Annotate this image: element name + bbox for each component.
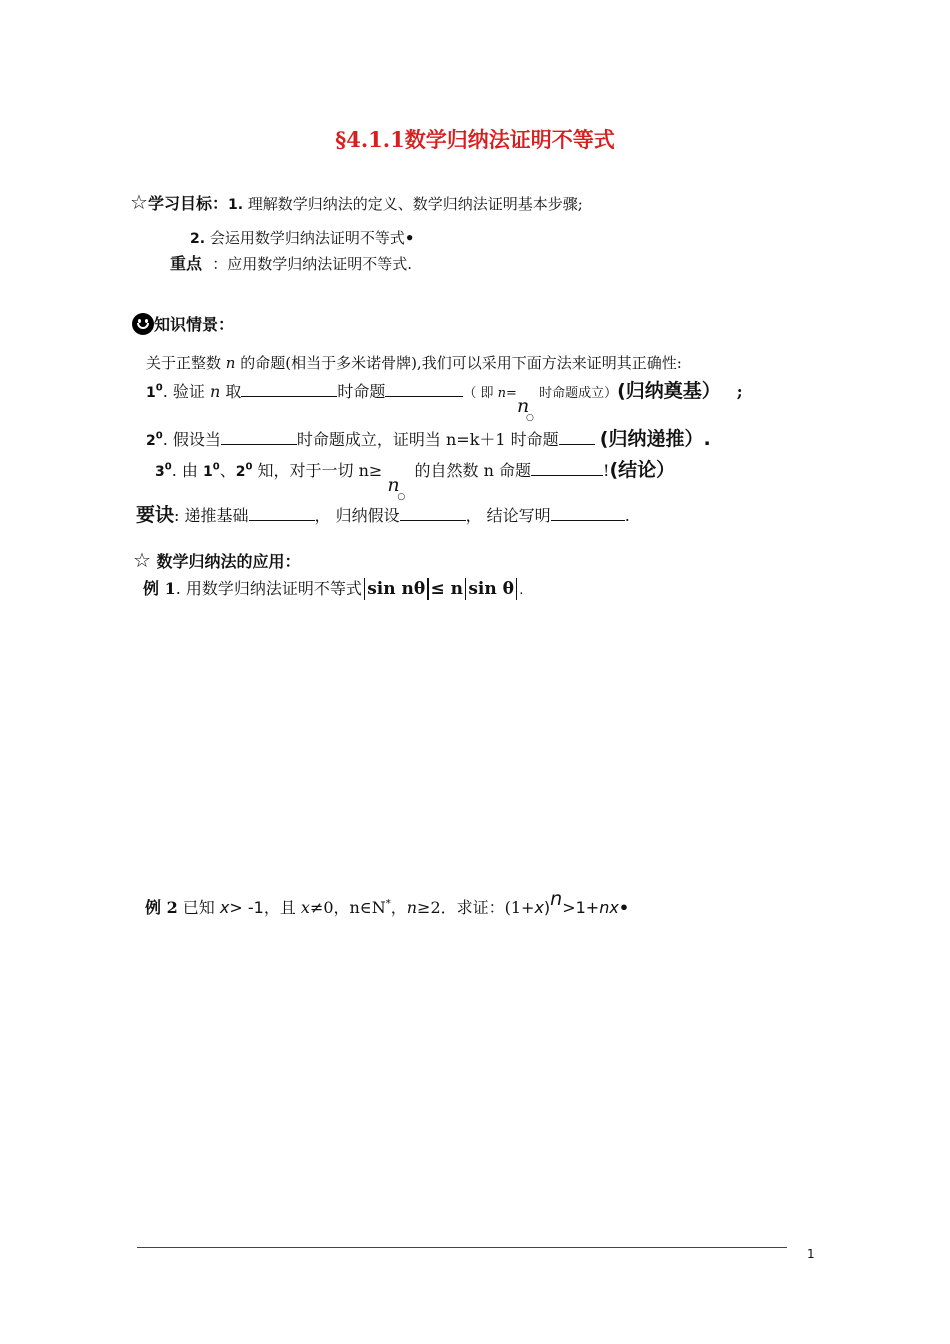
keys-text-b: ， 归纳假设 [314,506,400,525]
example-2-x1: x [219,898,230,917]
step-1-text-b: 取 [220,382,242,401]
step-2-blank-1[interactable] [221,428,297,445]
goal-2-number: 2. [190,231,206,247]
example-1-math-mid: ≤ n [430,579,464,599]
goal-2-dot: • [404,229,415,247]
application-label: 数学归纳法的应用： [150,552,301,571]
learning-goals-line [130,190,583,214]
step-3 [155,455,676,502]
keys-text-c: ， 结论写明 [465,506,551,525]
example-2-nx: nx [599,898,619,917]
keys-blank-3[interactable] [551,504,625,521]
example-1-text: . 用数学归纳法证明不等式 [175,579,362,598]
key-point-text: ：应用数学归纳法证明不等式. [212,255,412,273]
example-2-star: * [385,898,391,910]
step-1-sup: 0 [155,382,163,394]
example-1-math-right: sin θ [468,579,514,599]
example-2-text-c: > -1，且 [229,898,301,917]
example-1-end: . [519,583,524,598]
step-3-tag: (结论） [609,459,676,481]
example-1-label: 例 1 [143,579,176,598]
step-3-ref-2-sup: 0 [245,461,253,473]
keys-label: 要诀 [136,504,175,526]
star-icon: ☆ [130,190,148,214]
example-2-label: 例 2 [145,898,178,917]
example-2-text-m: >1+ [562,898,600,917]
step-3-n0: n [387,474,400,496]
step-3-text-f: 的自然数 n 命题 [409,461,531,480]
goals-label: 学习目标： [147,194,228,213]
example-2-text-a: 已知 [177,898,220,917]
step-3-sep: 、 [219,461,236,480]
step-1-text-d: （ 即 [463,386,498,401]
abs-bar-left-close [427,578,428,600]
keys-blank-2[interactable] [400,504,466,521]
smiley-icon [132,313,154,335]
step-1-n-eq: n [497,386,507,401]
step-3-ref-1: 1 [202,464,213,480]
step-3-text-a: . 由 [171,461,203,480]
example-2-dot: • [618,898,630,917]
step-2-text-a: . 假设当 [162,430,221,449]
step-3-number: 3 [155,464,165,480]
abs-bar-right-open [465,578,466,600]
step-1-text-g: 时命题成立） [534,386,618,401]
step-3-ref-1-sup: 0 [212,461,220,473]
goal-2-text: 会运用数学归纳法证明不等式 [205,229,405,247]
step-3-n0-ring: ○ [397,492,406,502]
page-title: §4.1.1数学归纳法证明不等式 [335,127,615,152]
keys-blank-1[interactable] [249,504,315,521]
step-2-sup: 0 [155,430,163,442]
step-3-blank[interactable] [531,459,603,476]
example-2-paren: ) [543,898,551,917]
keys-text-d: . [624,506,630,525]
key-point-line [170,251,412,274]
step-1-tag: (归纳奠基） [617,380,721,402]
intro-n: n [225,354,236,372]
step-1-blank-2[interactable] [385,380,463,397]
example-2-x2: x [300,898,310,917]
step-1-number: 1 [146,385,156,401]
example-2 [145,888,629,918]
step-3-exclaim: ! [603,461,610,480]
step-3-ref-2: 2 [235,464,246,480]
step-2 [146,424,711,451]
step-1-n0-ring: ○ [525,413,534,423]
knowledge-heading [132,312,234,335]
goal-2-line [190,227,414,248]
step-1-text-a: . 验证 [162,382,210,401]
goal-1-number: 1. [227,197,244,213]
example-2-n: n [406,898,418,917]
step-1-semicolon: ; [736,382,743,401]
step-3-sup: 0 [164,461,172,473]
step-1-n0: n [516,395,530,417]
footer-divider [137,1247,787,1248]
example-2-x3: x [534,898,544,917]
knowledge-intro [146,352,682,373]
example-2-text-e: ≠0，n∈N [309,898,386,917]
goal-1-text: 理解数学归纳法的定义、数学归纳法证明基本步骤; [243,195,583,213]
example-1-math-left: sin nθ [367,579,426,599]
application-heading [133,548,301,572]
step-3-text-e: 知，对于一切 n≥ [252,461,388,480]
intro-text-a: 关于正整数 [146,354,226,372]
abs-bar-left-open [364,578,365,600]
example-2-text-i: ≥2．求证：(1+ [417,898,535,917]
knowledge-label: 知识情景： [154,315,235,334]
example-2-exponent: n [550,888,563,910]
keys-text-a: : 递推基础 [174,506,249,525]
step-2-number: 2 [146,433,156,449]
step-1-blank-1[interactable] [241,380,337,397]
step-2-text-b: 时命题成立，证明当 n=k＋1 时命题 [296,430,559,449]
example-1 [143,576,523,600]
example-2-comma: ， [390,898,407,917]
step-1-text-c: 时命题 [337,382,386,401]
star-icon: ☆ [133,548,151,572]
step-1 [146,376,826,423]
step-1-n: n [209,382,221,401]
step-2-blank-2[interactable] [559,428,595,445]
key-point-label: 重点 [170,254,203,273]
keys-line [136,500,630,527]
page-number: 1 [807,1247,815,1261]
step-2-tag: (归纳递推）. [599,428,711,450]
step-1-eq: = [506,386,517,401]
abs-bar-right-close [516,578,517,600]
intro-text-b: 的命题(相当于多米诺骨牌),我们可以采用下面方法来证明其正确性: [235,354,682,372]
